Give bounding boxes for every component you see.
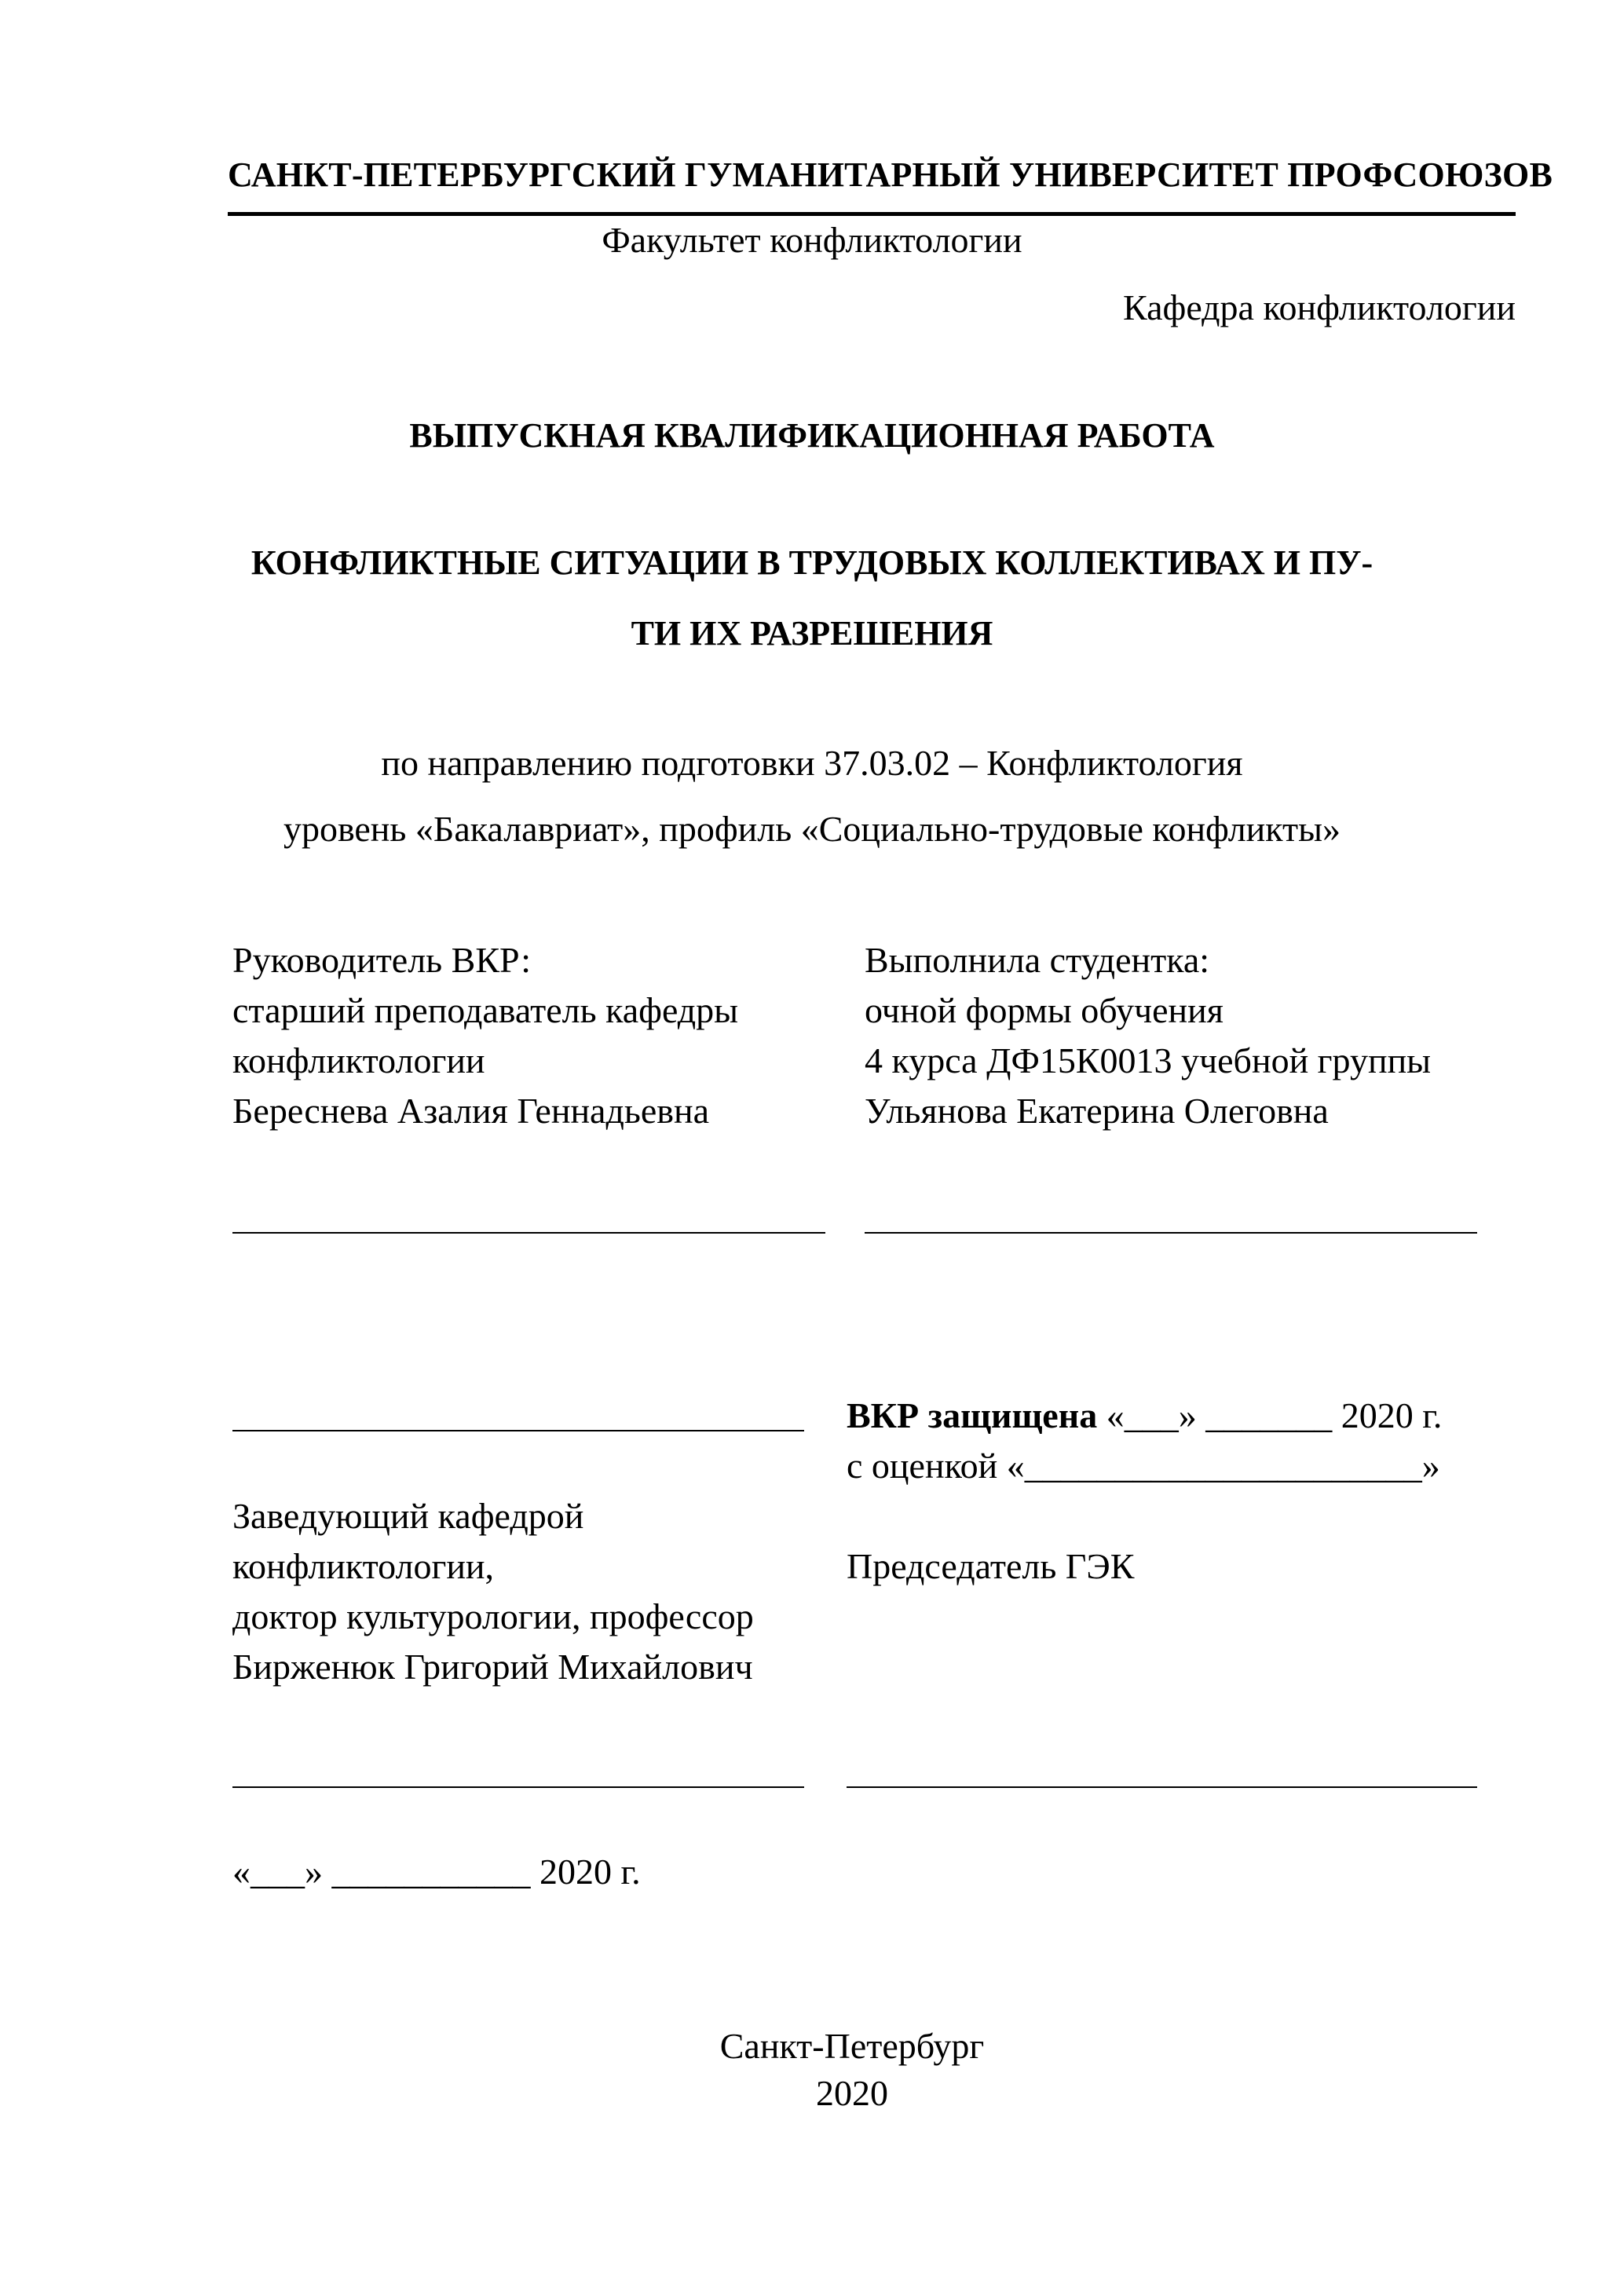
footer-city: Санкт-Петербург bbox=[719, 2026, 985, 2066]
supervisor-heading: Руководитель ВКР: bbox=[232, 940, 532, 980]
study-direction: по направлению подготовки 37.03.02 – Конфликтология bbox=[381, 743, 1243, 783]
defense-info bbox=[847, 1395, 1442, 1437]
head-signature-line bbox=[232, 1786, 804, 1788]
student-study-form: очной формы обучения bbox=[865, 990, 1223, 1030]
defense-grade: с оценкой «______________________» bbox=[847, 1446, 1440, 1486]
department-name: Кафедра конфликтологии bbox=[1123, 287, 1516, 327]
faculty-name: Факультет конфликтологии bbox=[602, 220, 1022, 260]
work-title-line-2: ТИ ИХ РАЗРЕШЕНИЯ bbox=[631, 614, 993, 653]
supervisor-signature-line bbox=[232, 1232, 825, 1234]
commission-chair: Председатель ГЭК bbox=[847, 1546, 1135, 1586]
work-title-line-1: КОНФЛИКТНЫЕ СИТУАЦИИ В ТРУДОВЫХ КОЛЛЕКТИВАХ И ПУ- bbox=[251, 543, 1373, 582]
supervisor-name: Береснева Азалия Геннадьевна bbox=[232, 1091, 710, 1131]
approval-date: «___» ___________ 2020 г. bbox=[232, 1852, 641, 1892]
footer-year: 2020 bbox=[816, 2073, 888, 2113]
head-title-2: конфликтологии, bbox=[232, 1546, 495, 1586]
chair-signature-line bbox=[847, 1786, 1477, 1788]
defense-label: ВКР защищена bbox=[847, 1395, 1098, 1435]
head-signature-line-top bbox=[232, 1430, 804, 1431]
student-group: 4 курса ДФ15К0013 учебной группы bbox=[865, 1040, 1432, 1080]
student-name: Ульянова Екатерина Олеговна bbox=[865, 1091, 1329, 1131]
supervisor-position-2: конфликтологии bbox=[232, 1040, 485, 1080]
supervisor-position-1: старший преподаватель кафедры bbox=[232, 990, 739, 1030]
work-type: ВЫПУСКНАЯ КВАЛИФИКАЦИОННАЯ РАБОТА bbox=[409, 416, 1215, 455]
head-name: Бирженюк Григорий Михайлович bbox=[232, 1647, 753, 1687]
university-name: САНКТ-ПЕТЕРБУРГСКИЙ ГУМАНИТАРНЫЙ УНИВЕРСИТЕТ ПРОФСОЮЗОВ bbox=[228, 155, 1553, 194]
study-level: уровень «Бакалавриат», профиль «Социально-трудовые конфликты» bbox=[283, 809, 1341, 849]
student-signature-line bbox=[865, 1232, 1477, 1234]
student-heading: Выполнила студентка: bbox=[865, 940, 1210, 980]
header-divider bbox=[228, 212, 1516, 216]
head-title-3: доктор культурологии, профессор bbox=[232, 1596, 754, 1636]
defense-date: «___» _______ 2020 г. bbox=[1097, 1395, 1443, 1435]
head-title-1: Заведующий кафедрой bbox=[232, 1496, 584, 1536]
